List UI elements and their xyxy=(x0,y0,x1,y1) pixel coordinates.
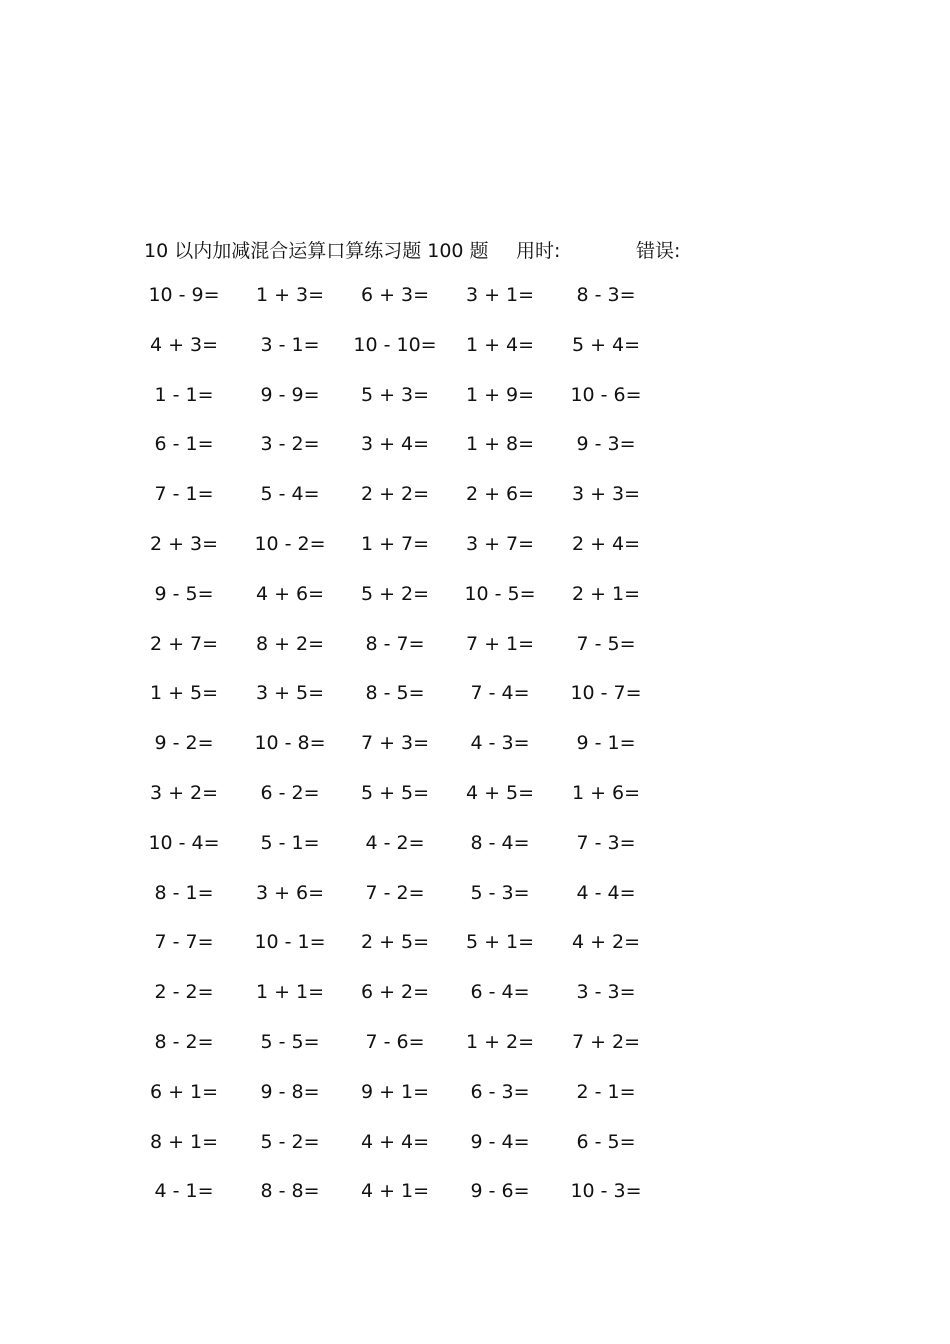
problem-item: 3 - 1= xyxy=(260,333,320,356)
problem-item: 9 - 5= xyxy=(154,582,214,605)
problem-row xyxy=(0,284,950,334)
problem-item: 2 + 1= xyxy=(571,582,641,605)
problem-item: 4 + 5= xyxy=(465,781,535,804)
problem-item: 6 + 3= xyxy=(360,284,430,306)
problem-row xyxy=(0,732,950,782)
problem-item: 1 + 6= xyxy=(571,781,641,804)
problem-item: 3 + 2= xyxy=(149,781,219,804)
problem-item: 3 + 4= xyxy=(360,433,430,456)
problem-row xyxy=(0,633,950,683)
problem-item: 10 - 6= xyxy=(570,383,642,406)
problem-item: 7 - 3= xyxy=(576,831,636,854)
problem-item: 1 + 5= xyxy=(149,682,219,705)
problem-item: 1 + 8= xyxy=(465,433,535,456)
problem-item: 5 + 1= xyxy=(465,931,535,954)
problem-item: 7 + 2= xyxy=(571,1030,641,1053)
problem-item: 4 + 2= xyxy=(571,931,641,954)
problem-item: 2 + 4= xyxy=(571,532,641,555)
problem-item: 10 - 3= xyxy=(570,1180,642,1203)
problem-item: 2 - 2= xyxy=(154,981,214,1004)
problem-row xyxy=(0,334,950,384)
problem-row xyxy=(0,832,950,882)
problem-item: 5 + 5= xyxy=(360,781,430,804)
problem-item: 4 + 3= xyxy=(149,333,219,356)
problem-row xyxy=(0,782,950,832)
problem-item: 4 + 1= xyxy=(360,1180,430,1203)
problem-item: 5 - 3= xyxy=(470,881,530,904)
problem-item: 4 - 3= xyxy=(470,732,530,755)
problem-item: 7 - 1= xyxy=(154,483,214,506)
problem-row xyxy=(0,433,950,483)
problem-item: 6 - 5= xyxy=(576,1130,636,1153)
problem-item: 10 - 10= xyxy=(353,333,437,356)
problem-row xyxy=(0,533,950,583)
problem-row xyxy=(0,981,950,1031)
problem-item: 8 + 1= xyxy=(149,1130,219,1153)
problem-row xyxy=(0,682,950,732)
problem-item: 6 + 1= xyxy=(149,1080,219,1103)
problem-row xyxy=(0,1031,950,1081)
problem-row xyxy=(0,384,950,434)
problem-item: 6 - 3= xyxy=(470,1080,530,1103)
problem-item: 8 - 7= xyxy=(365,632,425,655)
problem-item: 1 + 2= xyxy=(465,1030,535,1053)
problem-item: 7 - 5= xyxy=(576,632,636,655)
worksheet-title: 10 以内加减混合运算口算练习题 100 题 xyxy=(144,240,489,262)
problem-row xyxy=(0,882,950,932)
problem-item: 1 + 3= xyxy=(255,284,325,306)
problem-item: 1 + 1= xyxy=(255,981,325,1004)
worksheet-header xyxy=(144,236,764,264)
problem-item: 9 - 8= xyxy=(260,1080,320,1103)
problem-item: 10 - 4= xyxy=(148,831,220,854)
problem-item: 9 - 4= xyxy=(470,1130,530,1153)
problem-item: 9 - 6= xyxy=(470,1180,530,1203)
problem-item: 8 - 5= xyxy=(365,682,425,705)
problem-item: 2 - 1= xyxy=(576,1080,636,1103)
problem-item: 1 + 9= xyxy=(465,383,535,406)
problem-item: 3 + 6= xyxy=(255,881,325,904)
problem-item: 7 - 7= xyxy=(154,931,214,954)
problem-item: 9 - 9= xyxy=(260,383,320,406)
problem-item: 3 + 3= xyxy=(571,483,641,506)
problem-item: 4 - 2= xyxy=(365,831,425,854)
problem-item: 10 - 1= xyxy=(254,931,326,954)
problem-item: 9 + 1= xyxy=(360,1080,430,1103)
problem-item: 5 - 2= xyxy=(260,1130,320,1153)
problem-item: 10 - 2= xyxy=(254,532,326,555)
problem-item: 8 - 4= xyxy=(470,831,530,854)
problem-item: 6 - 4= xyxy=(470,981,530,1004)
problem-item: 4 - 4= xyxy=(576,881,636,904)
problem-item: 3 - 2= xyxy=(260,433,320,456)
problem-row xyxy=(0,1131,950,1181)
problem-row xyxy=(0,931,950,981)
problem-item: 8 - 1= xyxy=(154,881,214,904)
problem-item: 3 + 7= xyxy=(465,532,535,555)
problem-item: 6 + 2= xyxy=(360,981,430,1004)
problem-item: 1 + 7= xyxy=(360,532,430,555)
problem-grid xyxy=(0,284,950,1230)
problem-item: 2 + 7= xyxy=(149,632,219,655)
problem-row xyxy=(0,483,950,533)
problem-item: 7 + 3= xyxy=(360,732,430,755)
problem-item: 5 - 5= xyxy=(260,1030,320,1053)
problem-item: 4 + 6= xyxy=(255,582,325,605)
problem-item: 8 - 8= xyxy=(260,1180,320,1203)
problem-item: 8 - 3= xyxy=(576,284,636,306)
problem-item: 7 - 4= xyxy=(470,682,530,705)
problem-item: 5 + 4= xyxy=(571,333,641,356)
problem-item: 3 + 5= xyxy=(255,682,325,705)
problem-item: 4 - 1= xyxy=(154,1180,214,1203)
problem-item: 5 + 3= xyxy=(360,383,430,406)
problem-item: 5 - 4= xyxy=(260,483,320,506)
problem-item: 4 + 4= xyxy=(360,1130,430,1153)
time-label: 用时: xyxy=(516,240,561,262)
problem-item: 3 + 1= xyxy=(465,284,535,306)
problem-item: 10 - 9= xyxy=(148,284,220,306)
problem-item: 3 - 3= xyxy=(576,981,636,1004)
problem-item: 7 + 1= xyxy=(465,632,535,655)
problem-item: 8 - 2= xyxy=(154,1030,214,1053)
problem-item: 6 - 1= xyxy=(154,433,214,456)
problem-item: 8 + 2= xyxy=(255,632,325,655)
problem-item: 2 + 3= xyxy=(149,532,219,555)
problem-item: 7 - 6= xyxy=(365,1030,425,1053)
problem-item: 5 + 2= xyxy=(360,582,430,605)
problem-row xyxy=(0,1180,950,1230)
problem-item: 1 + 4= xyxy=(465,333,535,356)
problem-item: 9 - 2= xyxy=(154,732,214,755)
problem-item: 2 + 5= xyxy=(360,931,430,954)
problem-item: 10 - 5= xyxy=(464,582,536,605)
problem-row xyxy=(0,1081,950,1131)
problem-item: 1 - 1= xyxy=(154,383,214,406)
problem-item: 10 - 7= xyxy=(570,682,642,705)
problem-item: 7 - 2= xyxy=(365,881,425,904)
problem-item: 9 - 3= xyxy=(576,433,636,456)
problem-item: 6 - 2= xyxy=(260,781,320,804)
problem-row xyxy=(0,583,950,633)
problem-item: 9 - 1= xyxy=(576,732,636,755)
problem-item: 10 - 8= xyxy=(254,732,326,755)
problem-item: 5 - 1= xyxy=(260,831,320,854)
problem-item: 2 + 2= xyxy=(360,483,430,506)
problem-item: 2 + 6= xyxy=(465,483,535,506)
errors-label: 错误: xyxy=(636,240,681,262)
